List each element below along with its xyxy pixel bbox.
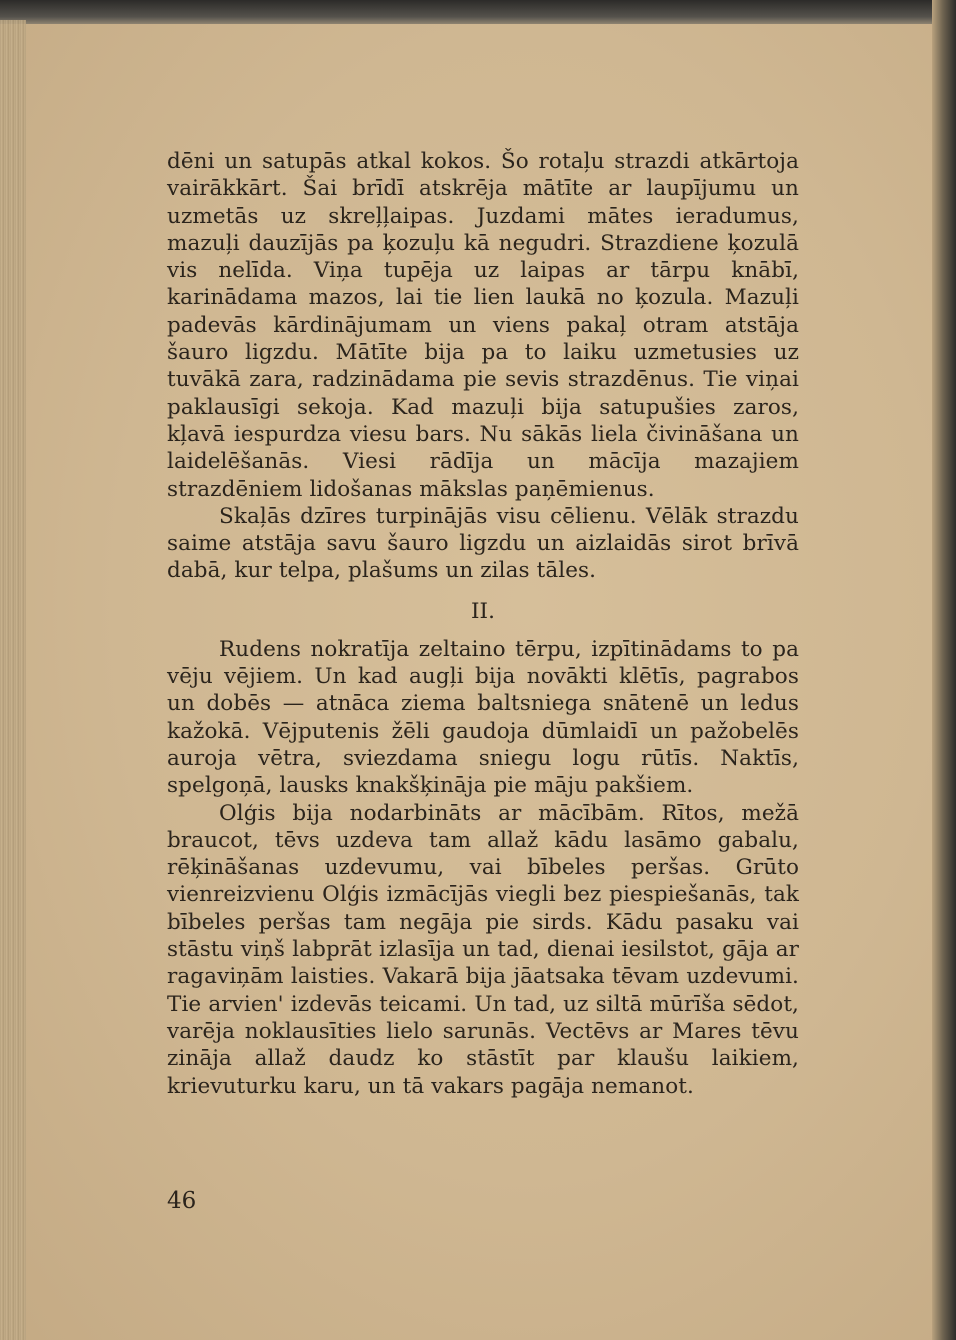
body-text	[167, 148, 799, 1100]
paragraph: Skaļās dzīres turpinājās visu cēlienu. Vēlāk strazdu saime atstāja savu šauro ligzdu un aizlaidās sirot brīvā dabā, kur telpa, plašums un zilas tāles.	[167, 503, 799, 584]
paragraph-continued: dēni un satupās atkal kokos. Šo rotaļu strazdi atkārtoja vairākkārt. Šai brīdī atskrēja mātīte ar laupījumu un uzmetās uz skreļļaipas. Juzdami mātes ieradumus, mazuļi dauzījās pa ķozuļu kā negudri. Strazdiene ķozulā vis nelīda. Viņa tupēja uz laipas ar tārpu knābī, karinādama mazos, lai tie lien laukā no ķozula. Mazuļi padevās kārdinājumam un viens pakaļ otram atstāja šauro ligzdu. Mātīte bija pa to laiku uzmetusies uz tuvākā zara, radzinādama pie sevis strazdēnus. Tie viņai paklausīgi sekoja. Kad mazuļi bija satupušies zaros, kļavā iespurdza viesu bars. Nu sākās liela čivināšana un laidelēšanās. Viesi rādīja un mācīja mazajiem strazdēniem lidošanas mākslas paņēmienus.	[167, 149, 799, 502]
page-number: 46	[167, 1188, 197, 1214]
paragraph: Rudens nokratīja zeltaino tērpu, izpītinādams to pa vēju vējiem. Un kad augļi bija novākti klētīs, pagrabos un dobēs — atnāca ziema baltsniega snātenē un ledus kažokā. Vējputenis žēli gaudoja dūmlaidī un pažobelēs auroja vētra, sviezdama sniegu logu rūtīs. Naktīs, spelgoņā, lausks knakšķināja pie māju pakšiem.	[167, 636, 799, 799]
book-spine-shadow	[932, 0, 956, 1340]
paragraph: Olģis bija nodarbināts ar mācībām. Rītos, mežā braucot, tēvs uzdeva tam allaž kādu lasāmo gabalu, rēķināšanas uzdevumu, vai bībeles peršas. Grūto vienreizvienu Olģis izmācījās viegli bez piespiešanās, tak bībeles peršas tam negāja pie sirds. Kādu pasaku vai stāstu viņš labprāt izlasīja un tad, dienai iesilstot, gāja ar ragaviņām laisties. Vakarā bija jāatsaka tēvam uzdevumi. Tie arvien' izdevās teicami. Un tad, uz siltā mūrīša sēdot, varēja noklausīties lielo sarunās. Vectēvs ar Mares tēvu zināja allaž daudz ko stāstīt par klaušu laikiem, krievuturku karu, un tā vakars pagāja nemanot.	[167, 800, 799, 1099]
page-stack-left-edge	[0, 20, 26, 1340]
scan-top-edge	[0, 0, 956, 24]
chapter-heading: II.	[470, 598, 496, 624]
